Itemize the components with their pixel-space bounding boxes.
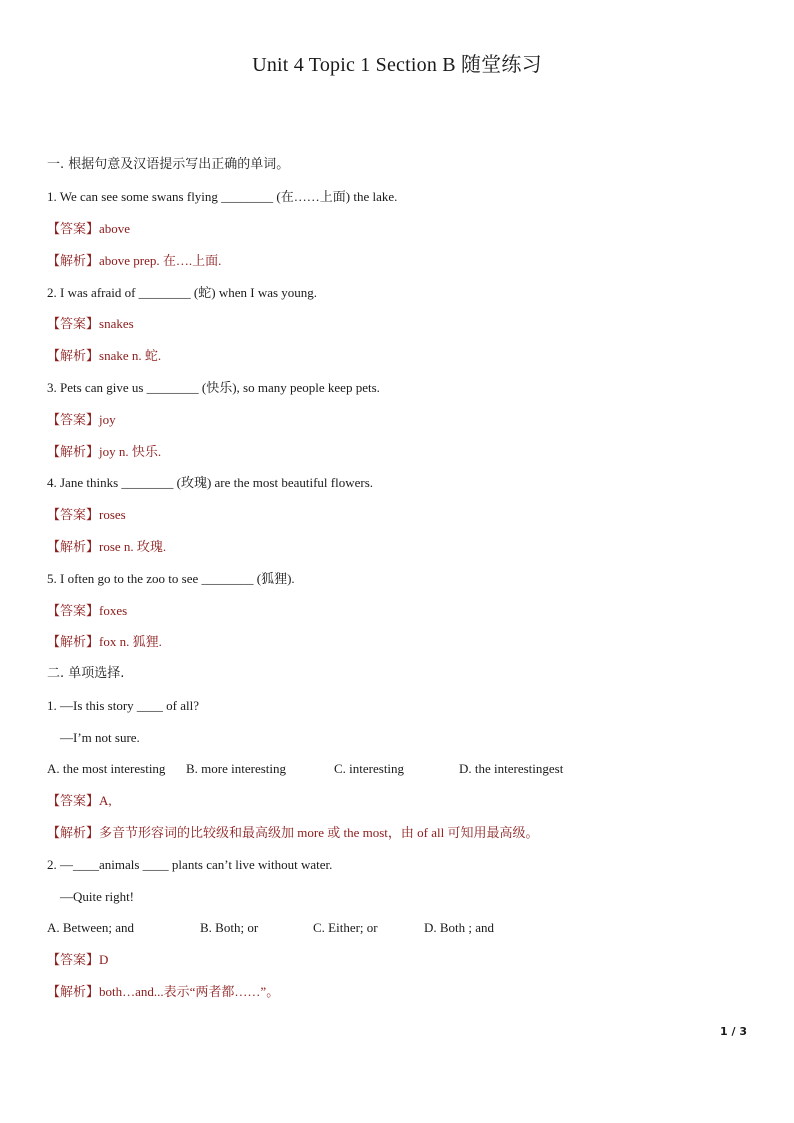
option-b: B. more interesting <box>186 761 287 776</box>
answer-text: foxes <box>99 603 128 618</box>
answer-text: A, <box>99 793 112 808</box>
analysis-row <box>47 824 538 843</box>
analysis-label: 【解析】 <box>47 445 100 460</box>
question-2-1-reply: —I’m not sure. <box>60 730 140 745</box>
question-1-1: 1. We can see some swans flying ________ (在……上面) the lake. <box>47 189 398 204</box>
analysis-label: 【解析】 <box>47 826 100 841</box>
question-1-5: 5. I often go to the zoo to see ________ (狐狸). <box>47 571 295 586</box>
answer-text: D <box>99 952 109 967</box>
analysis-label: 【解析】 <box>47 254 100 269</box>
answer-label: 【答案】 <box>47 508 100 523</box>
option-d: D. Both ; and <box>424 920 495 935</box>
answer-row <box>47 506 126 525</box>
analysis-label: 【解析】 <box>47 349 100 364</box>
answer-label: 【答案】 <box>47 317 100 332</box>
question-2-2: 2. —____animals ____ plants can’t live without water. <box>47 857 333 872</box>
analysis-text: 多音节形容词的比较级和最高级加 more 或 the most，由 of all 可知用最高级。 <box>99 825 539 840</box>
answer-label: 【答案】 <box>47 222 100 237</box>
analysis-text: both…and...表示“两者都……”。 <box>99 984 280 999</box>
analysis-row <box>47 443 161 462</box>
analysis-row <box>47 633 162 652</box>
answer-row <box>47 792 112 811</box>
section-heading-2: 二. 单项选择. <box>47 666 125 681</box>
question-1-4: 4. Jane thinks ________ (玫瑰) are the most beautiful flowers. <box>47 475 374 490</box>
analysis-label: 【解析】 <box>47 540 100 555</box>
answer-text: joy <box>99 412 116 427</box>
question-2-1: 1. —Is this story ____ of all? <box>47 698 200 713</box>
answer-row <box>47 411 116 430</box>
analysis-text: rose n. 玫瑰. <box>99 539 167 554</box>
option-a: A. the most interesting <box>47 761 166 776</box>
option-d: D. the interestingest <box>459 761 564 776</box>
answer-row <box>47 315 134 334</box>
analysis-row <box>47 983 279 1002</box>
analysis-text: joy n. 快乐. <box>99 444 162 459</box>
section-heading-1: 一. 根据句意及汉语提示写出正确的单词。 <box>47 157 290 172</box>
answer-text: above <box>99 221 131 236</box>
page-title: Unit 4 Topic 1 Section B 随堂练习 <box>252 54 542 76</box>
analysis-label: 【解析】 <box>47 635 100 650</box>
option-a: A. Between; and <box>47 920 135 935</box>
option-b: B. Both; or <box>200 920 259 935</box>
page-number: 1 / 3 <box>720 1025 747 1038</box>
analysis-text: snake n. 蛇. <box>99 348 162 363</box>
answer-text: roses <box>99 507 126 522</box>
analysis-label: 【解析】 <box>47 985 100 1000</box>
answer-label: 【答案】 <box>47 413 100 428</box>
analysis-text: above prep. 在….上面. <box>99 253 222 268</box>
question-2-2-reply: —Quite right! <box>60 889 135 904</box>
answer-label: 【答案】 <box>47 953 100 968</box>
answer-row <box>47 951 108 970</box>
answer-row <box>47 602 127 621</box>
answer-row <box>47 220 130 239</box>
analysis-row <box>47 538 166 557</box>
answer-label: 【答案】 <box>47 794 100 809</box>
analysis-row <box>47 252 221 271</box>
analysis-row <box>47 347 161 366</box>
answer-text: snakes <box>99 316 134 331</box>
answer-label: 【答案】 <box>47 604 100 619</box>
analysis-text: fox n. 狐狸. <box>99 634 162 649</box>
question-1-3: 3. Pets can give us ________ (快乐), so many people keep pets. <box>47 380 380 395</box>
option-c: C. Either; or <box>313 920 378 935</box>
question-1-2: 2. I was afraid of ________ (蛇) when I was young. <box>47 285 318 300</box>
option-c: C. interesting <box>334 761 405 776</box>
